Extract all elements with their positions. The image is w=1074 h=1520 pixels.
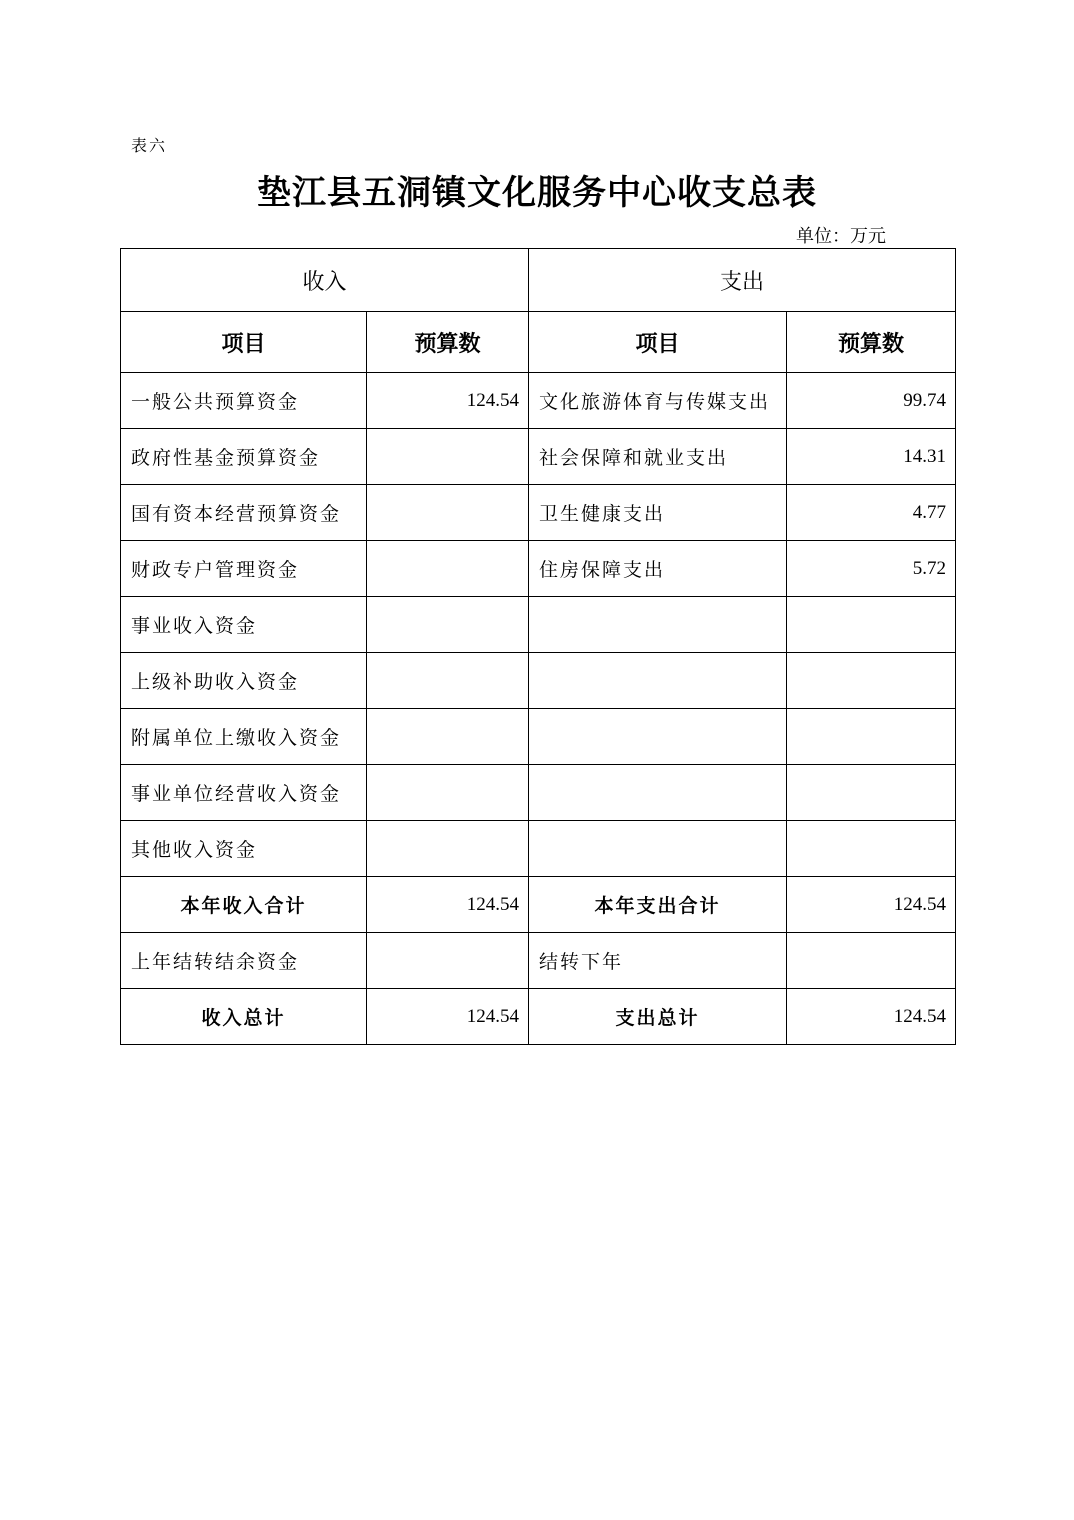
income-amount-header: 预算数 (367, 312, 529, 373)
expense-grand-total-label: 支出总计 (529, 989, 787, 1045)
expense-amount-header: 预算数 (787, 312, 956, 373)
document-title: 垫江县五洞镇文化服务中心收支总表 (257, 173, 817, 213)
expense-item-cell: 社会保障和就业支出 (529, 429, 787, 485)
income-carry-label: 上年结转结余资金 (121, 933, 367, 989)
table-row (121, 709, 956, 765)
income-group-header: 收入 (121, 249, 529, 312)
expense-amount-cell: 14.31 (787, 429, 956, 485)
expense-amount-cell (787, 653, 956, 709)
grand-total-row (121, 989, 956, 1045)
income-item-cell: 事业收入资金 (121, 597, 367, 653)
expense-item-cell: 住房保障支出 (529, 541, 787, 597)
table-row (121, 597, 956, 653)
table-row (121, 821, 956, 877)
expense-item-cell (529, 765, 787, 821)
income-carry-amount (367, 933, 529, 989)
year-total-row (121, 877, 956, 933)
expense-amount-cell (787, 709, 956, 765)
table-row (121, 765, 956, 821)
income-amount-cell (367, 821, 529, 877)
income-amount-cell (367, 429, 529, 485)
expense-carry-amount (787, 933, 956, 989)
expense-amount-cell (787, 597, 956, 653)
income-year-total-amount: 124.54 (367, 877, 529, 933)
income-grand-total-label: 收入总计 (121, 989, 367, 1045)
income-item-cell: 一般公共预算资金 (121, 373, 367, 429)
income-grand-total-amount: 124.54 (367, 989, 529, 1045)
income-amount-cell (367, 541, 529, 597)
income-amount-cell (367, 653, 529, 709)
income-item-header: 项目 (121, 312, 367, 373)
expense-amount-cell: 5.72 (787, 541, 956, 597)
income-item-cell: 事业单位经营收入资金 (121, 765, 367, 821)
income-amount-cell: 124.54 (367, 373, 529, 429)
group-header-row (121, 249, 956, 312)
carry-over-row (121, 933, 956, 989)
table-row (121, 653, 956, 709)
income-item-cell: 其他收入资金 (121, 821, 367, 877)
income-item-cell: 国有资本经营预算资金 (121, 485, 367, 541)
expense-item-cell (529, 709, 787, 765)
expense-item-cell: 文化旅游体育与传媒支出 (529, 373, 787, 429)
income-item-cell: 附属单位上缴收入资金 (121, 709, 367, 765)
expense-item-cell (529, 597, 787, 653)
expense-grand-total-amount: 124.54 (787, 989, 956, 1045)
expense-amount-cell (787, 765, 956, 821)
table-row (121, 373, 956, 429)
income-amount-cell (367, 765, 529, 821)
expense-item-header: 项目 (529, 312, 787, 373)
budget-summary-table (120, 248, 956, 1045)
income-amount-cell (367, 485, 529, 541)
expense-year-total-amount: 124.54 (787, 877, 956, 933)
unit-note: 单位：万元 (796, 226, 886, 247)
table-body (121, 373, 956, 877)
table-row (121, 429, 956, 485)
income-year-total-label: 本年收入合计 (121, 877, 367, 933)
table-row (121, 541, 956, 597)
expense-item-cell (529, 653, 787, 709)
income-amount-cell (367, 709, 529, 765)
expense-group-header: 支出 (529, 249, 956, 312)
income-amount-cell (367, 597, 529, 653)
income-item-cell: 政府性基金预算资金 (121, 429, 367, 485)
expense-amount-cell: 99.74 (787, 373, 956, 429)
expense-amount-cell: 4.77 (787, 485, 956, 541)
column-header-row (121, 312, 956, 373)
expense-item-cell: 卫生健康支出 (529, 485, 787, 541)
expense-carry-label: 结转下年 (529, 933, 787, 989)
expense-item-cell (529, 821, 787, 877)
income-item-cell: 上级补助收入资金 (121, 653, 367, 709)
table-number-label: 表六 (131, 136, 168, 155)
expense-amount-cell (787, 821, 956, 877)
expense-year-total-label: 本年支出合计 (529, 877, 787, 933)
table-row (121, 485, 956, 541)
income-item-cell: 财政专户管理资金 (121, 541, 367, 597)
